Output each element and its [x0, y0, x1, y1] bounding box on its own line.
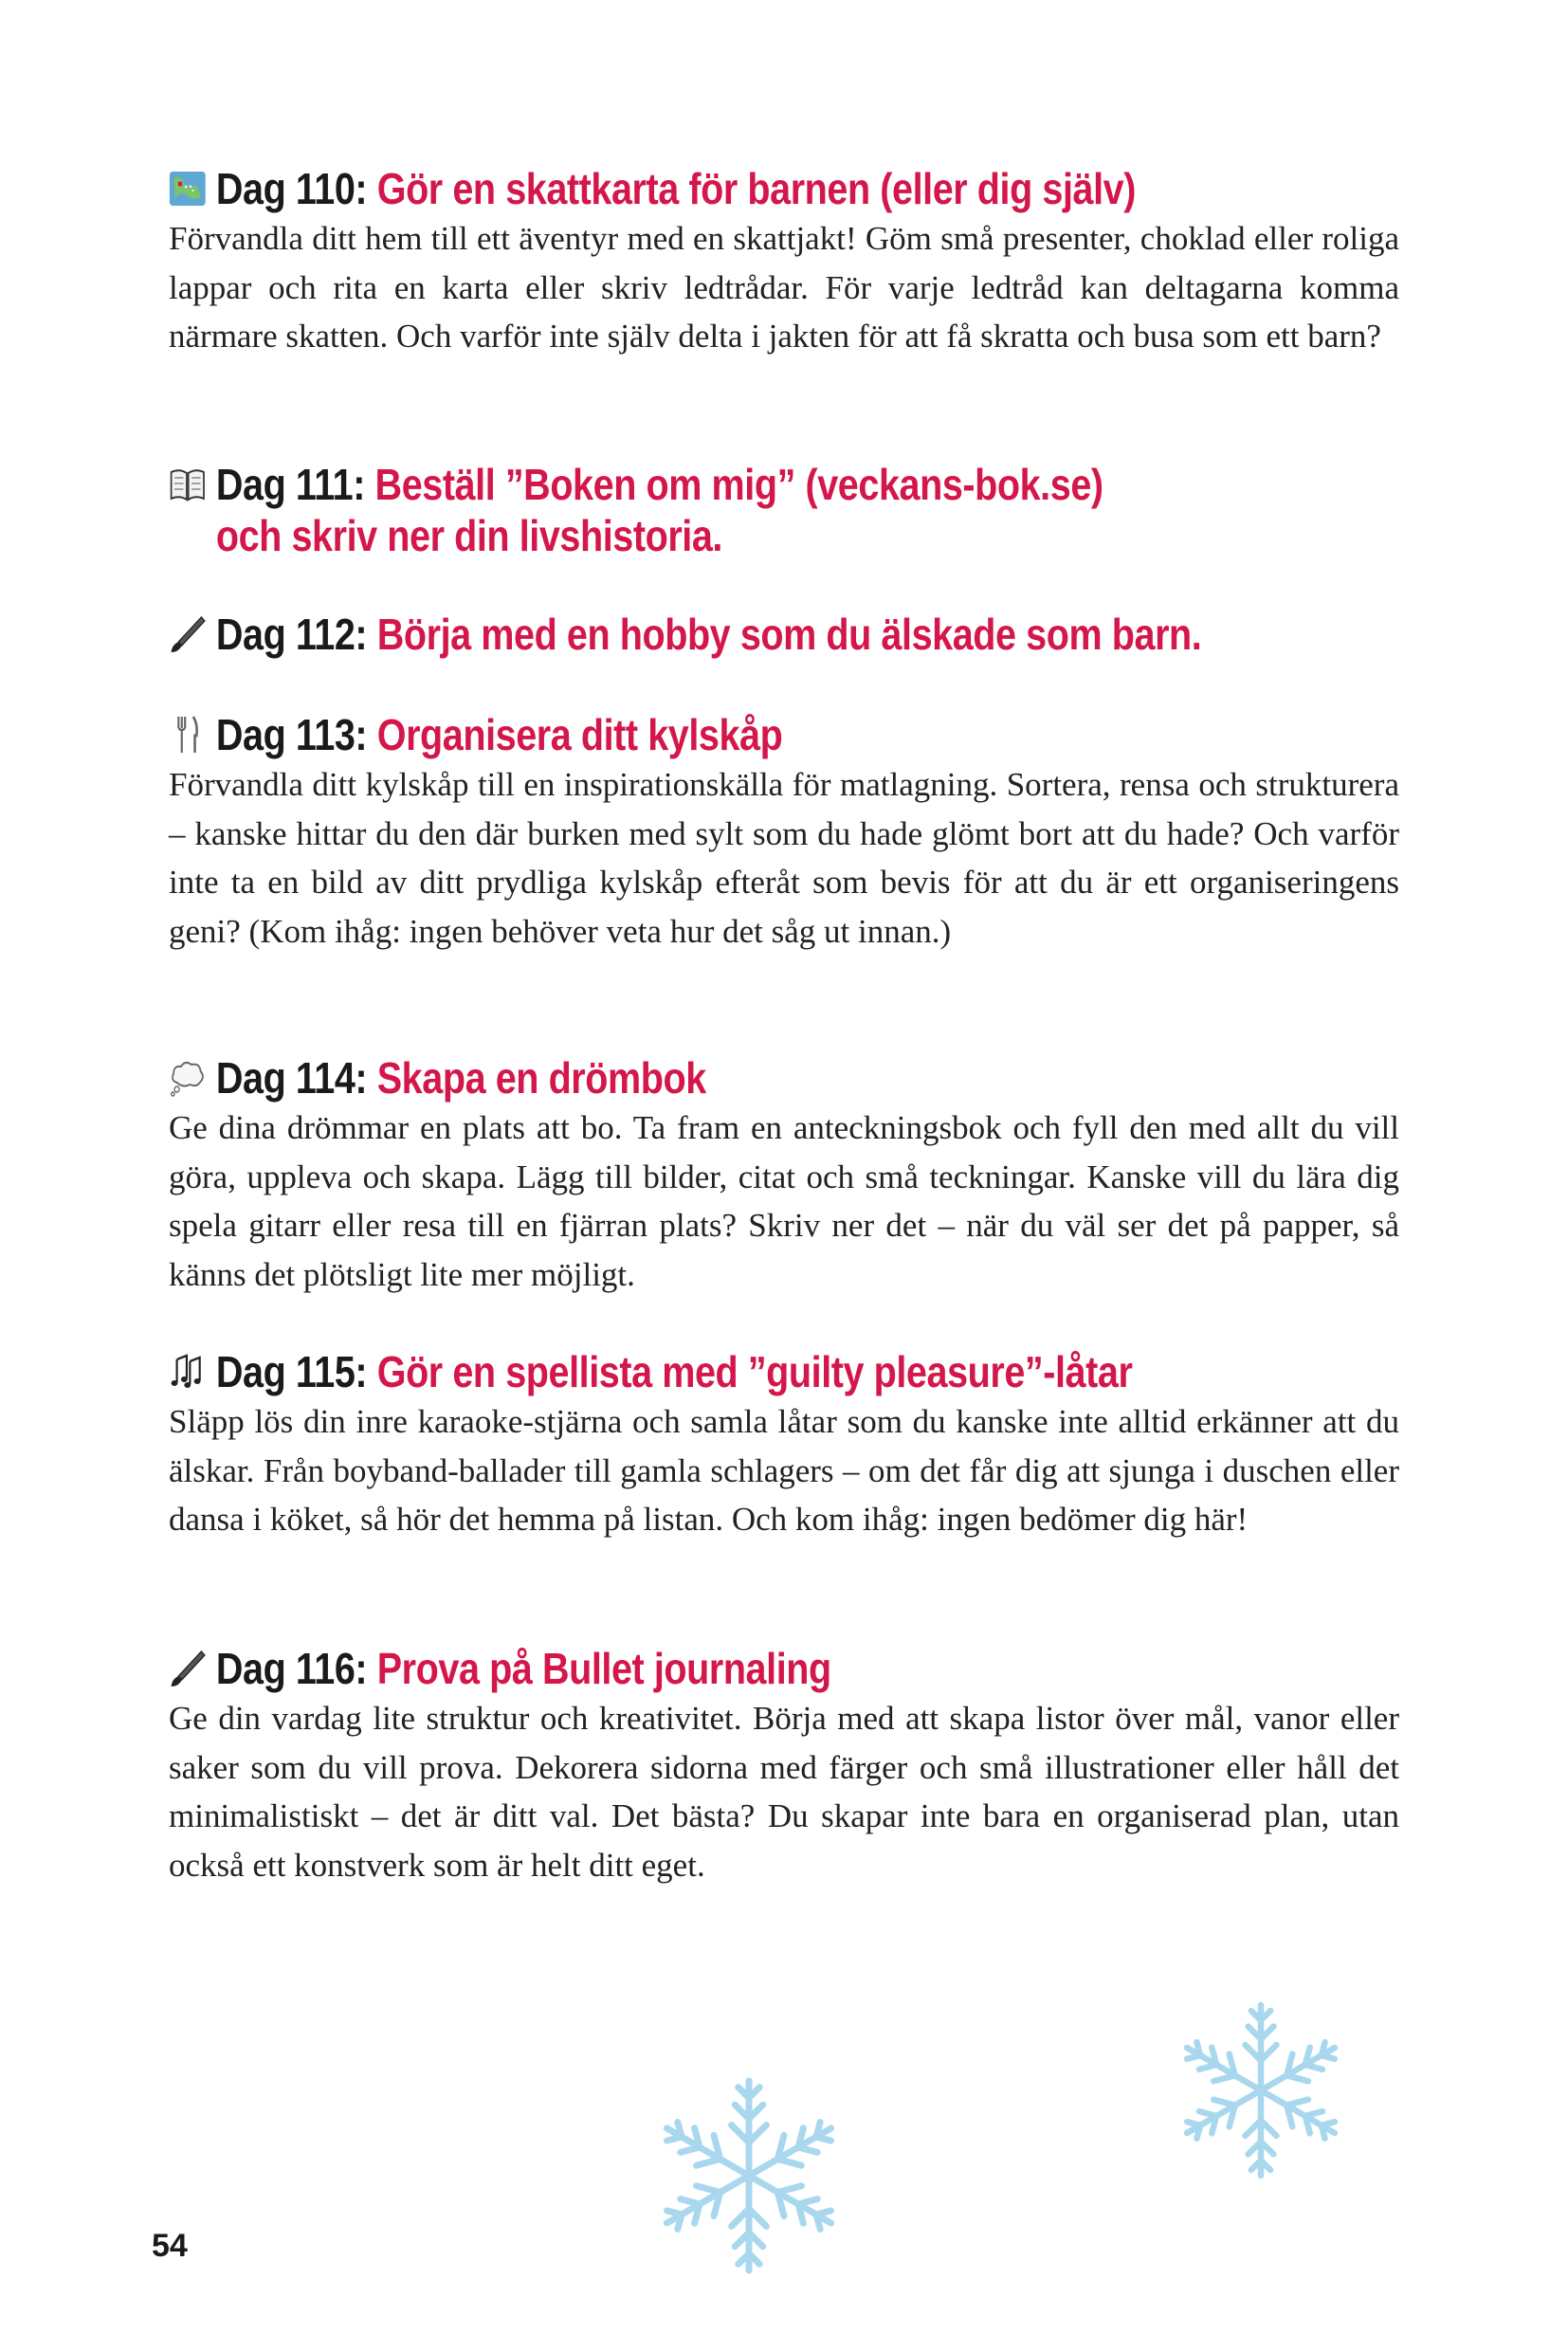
day-label: Dag 116:: [215, 1644, 368, 1693]
paintbrush-icon: [169, 614, 207, 654]
snowflake-icon: [1166, 1991, 1356, 2190]
entry-heading: [169, 709, 1227, 760]
entry-heading: [169, 1643, 1227, 1694]
day-label: Dag 111:: [215, 460, 365, 509]
entry-title: Organisera ditt kylskåp: [376, 710, 783, 759]
entry-day-113: [169, 709, 1399, 956]
entry-text: Släpp lös din inre karaoke-stjärna och samla låtar som du kanske inte alltid erkänner att du älskar. Från boyband-ballader till gamla schlagers – om det får dig att sjunga i duschen eller dansa i köket, så hör det hemma på listan. Och kom ihåg: ingen bedömer dig här!: [169, 1403, 1399, 1538]
entry-title: Börja med en hobby som du älskade som barn.: [376, 610, 1202, 659]
open-book-icon: [169, 465, 207, 504]
entry-day-116: [169, 1643, 1399, 1889]
entry-title: Gör en skattkarta för barnen (eller dig själv): [376, 164, 1136, 213]
entry-heading: [169, 609, 1227, 660]
day-label: Dag 113:: [215, 710, 368, 759]
day-label: Dag 115:: [215, 1347, 368, 1396]
entry-title-line-2: och skriv ner din livshistoria.: [215, 511, 722, 560]
snowflake-icon: [645, 2067, 853, 2285]
day-label: Dag 114:: [215, 1053, 368, 1103]
entry-title: Beställ ”Boken om mig” (veckans-bok.se): [374, 460, 1103, 509]
thought-bubble-icon: [169, 1058, 207, 1098]
fork-knife-icon: [169, 715, 207, 755]
day-label: Dag 112:: [215, 610, 368, 659]
entry-day-115: [169, 1346, 1399, 1544]
map-icon: [169, 169, 207, 209]
entry-text: Ge dina drömmar en plats att bo. Ta fram en anteckningsbok och fyll den med allt du vill göra, uppleva och skapa. Lägg till bilder, citat och små teckningar. Kanske vill du lära dig spela gitarr eller resa till en fjärran plats? Skriv ner det – när du väl ser det på papper, så känns det plötsligt lite mer möjligt.: [169, 1109, 1399, 1293]
day-label: Dag 110:: [215, 164, 368, 213]
entry-text: Förvandla ditt hem till ett äventyr med en skattjakt! Göm små presenter, choklad eller roliga lappar och rita en karta eller skriv ledtrådar. För varje ledtråd kan deltagarna komma närmare skatten. Och varför inte själv delta i jakten för att få skratta och busa som ett barn?: [169, 220, 1399, 355]
entry-title: Skapa en drömbok: [376, 1053, 706, 1103]
music-notes-icon: [169, 1352, 207, 1392]
entry-title: Prova på Bullet journaling: [376, 1644, 831, 1693]
entry-text: Förvandla ditt kylskåp till en inspirationskälla för matlagning. Sortera, rensa och strukturera – kanske hittar du den där burken med sylt som du hade glömt bort att du hade? Och varför inte ta en bild av ditt prydliga kylskåp efteråt som bevis för att du är ett organiseringens geni? (Kom ihåg: ingen behöver veta hur det såg ut innan.): [169, 766, 1399, 950]
entry-heading: [169, 1052, 1227, 1103]
entry-day-112: [169, 609, 1399, 660]
paintbrush-icon: [169, 1649, 207, 1688]
page-number: 54: [152, 2228, 188, 2264]
entry-day-111: [169, 459, 1399, 561]
entry-heading: [169, 459, 1227, 561]
entry-title: Gör en spellista med ”guilty pleasure”-låtar: [376, 1347, 1133, 1396]
entry-day-110: [169, 163, 1399, 361]
entry-day-114: [169, 1052, 1399, 1299]
entry-text: Ge din vardag lite struktur och kreativitet. Börja med att skapa listor över mål, vanor eller saker som du vill prova. Dekorera sidorna med färger och små illustrationer eller håll det minimalistiskt – det är ditt val. Det bästa? Du skapar inte bara en organiserad plan, utan också ett konstverk som är helt ditt eget.: [169, 1700, 1399, 1884]
entry-heading: [169, 1346, 1227, 1397]
entry-heading: [169, 163, 1227, 214]
